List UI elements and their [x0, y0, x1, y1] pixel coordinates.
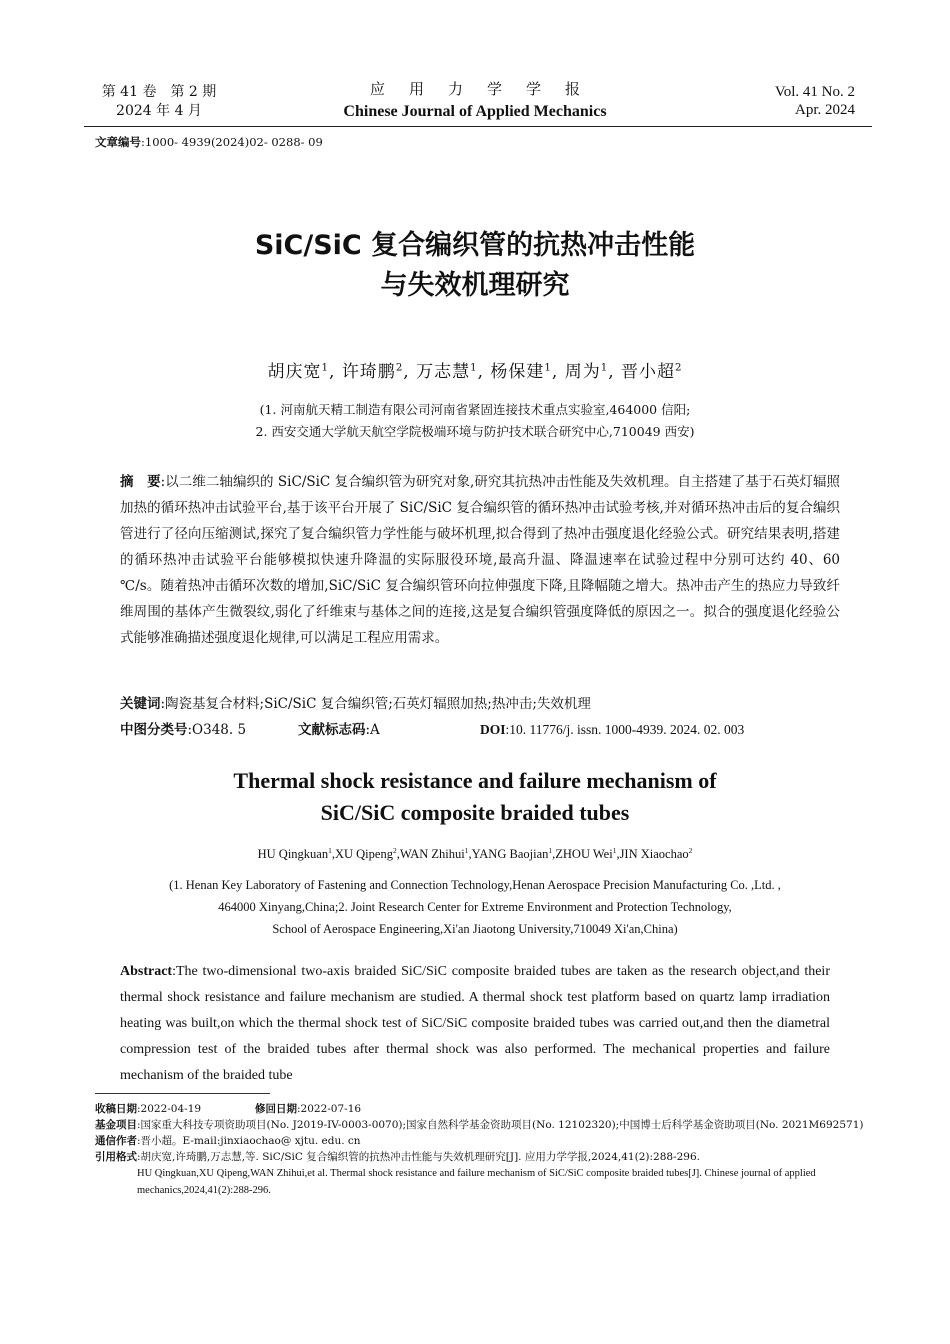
issue-date-cn: 2024 年 4 月	[116, 103, 202, 119]
abstract-cn	[120, 469, 840, 651]
keywords-cn-label: 关键词	[120, 696, 161, 712]
received-label: 收稿日期	[95, 1103, 137, 1115]
author-sep: ,	[477, 362, 484, 382]
cite-value	[137, 1149, 865, 1199]
article-number	[95, 134, 323, 150]
author-sep: ,	[616, 847, 620, 862]
footnote-rule	[95, 1093, 270, 1094]
authors-en	[95, 846, 855, 862]
author-cn-sup: 2	[675, 362, 683, 374]
title-cn	[95, 226, 855, 306]
doi	[480, 719, 744, 741]
authors-cn	[95, 357, 855, 382]
footnote-corr	[95, 1133, 865, 1149]
header-volume	[84, 83, 234, 121]
author-cn-sup: 1	[544, 362, 552, 374]
author-en: YANG Baojian	[471, 847, 549, 862]
author-en-sup: 2	[392, 846, 397, 855]
author-en: JIN Xiaochao	[619, 847, 689, 862]
header-vol-en	[700, 83, 855, 119]
fund-value: :国家重大科技专项资助项目(No. J2019-IV-0003-0070);国家自然科学基金资助项目(No. 12102320);中国博士后科学基金资助项目(No. 2021M692571)	[137, 1119, 864, 1131]
keywords-cn	[120, 693, 840, 715]
classification-line	[120, 719, 840, 741]
author-en-sup: 1	[464, 846, 469, 855]
corr-label: 通信作者	[95, 1135, 137, 1147]
author-sep: ,	[403, 362, 410, 382]
author-cn-sup: 2	[395, 362, 404, 374]
doi-label: DOI	[480, 722, 506, 737]
journal-name-en: Chinese Journal of Applied Mechanics	[343, 103, 607, 120]
abstract-en-text: :The two-dimensional two-axis braided SiC/SiC composite braided tubes are taken as the research object,and their thermal shock resistance and failure mechanism are studied. A thermal shock test platform based on quartz lamp irradiation heating was built,on which the thermal shock test of SiC/SiC composite braided tubes was carried out,and then the diametral compression test of the braided tubes after thermal shock was also performed. The mechanical properties and failure mechanism of the braided tube	[120, 964, 830, 1083]
abstract-en	[120, 959, 830, 1089]
cite-label: 引用格式	[95, 1151, 137, 1163]
abstract-en-label: Abstract	[120, 964, 173, 979]
revised	[255, 1101, 361, 1117]
author-en-sup: 1	[548, 846, 553, 855]
journal-name-cn: 应用力学学报	[369, 80, 604, 98]
author-cn: 万志慧	[416, 362, 471, 382]
author-cn-sup: 1	[321, 362, 329, 374]
cite-cn: :胡庆宽,许琦鹏,万志慧,等. SiC/SiC 复合编织管的抗热冲击性能与失效机理研究[J]. 应用力学学报,2024,41(2):288-296.	[137, 1151, 700, 1163]
doc-code	[298, 719, 480, 741]
footnote-cite	[95, 1149, 865, 1199]
author-cn: 周为	[564, 362, 601, 382]
corr-value: :晋小超。E-mail:jinxiaochao@ xjtu. edu. cn	[137, 1135, 361, 1147]
doc-value: :A	[365, 722, 380, 738]
author-en: ZHOU Wei	[555, 847, 613, 862]
revised-value: :2022-07-16	[297, 1103, 362, 1115]
fund-label: 基金项目	[95, 1119, 137, 1131]
footnotes	[95, 1101, 865, 1199]
article-number-label: 文章编号	[95, 135, 141, 149]
affiliation-cn-line: 2. 西安交通大学航天航空学院极端环境与防护技术联合研究中心,710049 西安)	[255, 424, 695, 439]
author-en-sup: 1	[612, 846, 617, 855]
author-sep: ,	[468, 847, 472, 862]
abstract-cn-label: 摘 要	[120, 474, 161, 490]
received-value: :2022-04-19	[137, 1103, 202, 1115]
issue-date-en: Apr. 2024	[795, 102, 855, 118]
doc-label: 文献标志码	[298, 722, 366, 738]
title-cn-line2: 与失效机理研究	[380, 270, 570, 301]
author-cn: 晋小超	[621, 362, 675, 382]
author-sep: ,	[552, 847, 556, 862]
affiliations-en	[95, 874, 855, 940]
cite-en: HU Qingkuan,XU Qipeng,WAN Zhihui,et al. Thermal shock resistance and failure mechanism of SiC/SiC composite braided tubes[J]. Chinese journal of applied mechanics,2024,41(2):288-296.	[137, 1168, 816, 1196]
author-cn-sup: 1	[600, 362, 609, 374]
header-journal	[300, 79, 650, 122]
author-en-sup: 2	[688, 846, 693, 855]
author-cn: 许琦鹏	[341, 362, 396, 382]
author-sep: ,	[608, 362, 615, 382]
author-cn-sup: 1	[470, 362, 478, 374]
affiliation-en-line: (1. Henan Key Laboratory of Fastening and Connection Technology,Henan Aerospace Precision Manufacturing Co. ,Ltd. ,	[169, 878, 781, 892]
keywords-cn-text: :陶瓷基复合材料;SiC/SiC 复合编织管;石英灯辐照加热;热冲击;失效机理	[160, 696, 591, 712]
author-en: WAN Zhihui	[399, 847, 465, 862]
abstract-cn-text: :以二维二轴编织的 SiC/SiC 复合编织管为研究对象,研究其抗热冲击性能及失效机理。自主搭建了基于石英灯辐照加热的循环热冲击试验平台,基于该平台开展了 SiC/SiC 复合编织管的循环热冲击试验考核,并对循环热冲击后的复合编织管进行了径向压缩测试,探究了复合编织管力学性能与破坏机理,拟合得到了热冲击强度退化经验公式。研究结果表明,搭建的循环热冲击试验平台能够模拟快速升降温的实际服役环境,最高升温、降温速率在试验过程中分别可达约 40、60 ℃/s。随着热冲击循环次数的增加,SiC/SiC 复合编织管环向拉伸强度下降,且降幅随之增大。热冲击产生的热应力导致纤维周围的基体产生微裂纹,弱化了纤维束与基体之间的连接,这是复合编织管强度降低的原因之一。拟合的强度退化经验公式能够准确描述强度退化规律,可以满足工程应用需求。	[120, 474, 841, 646]
received	[95, 1101, 255, 1117]
author-sep: ,	[331, 847, 335, 862]
footnote-dates	[95, 1101, 865, 1117]
author-en: XU Qipeng	[334, 847, 393, 862]
author-sep: ,	[551, 362, 559, 382]
affiliation-en-line: School of Aerospace Engineering,Xi'an Jiaotong University,710049 Xi'an,China)	[272, 922, 678, 936]
footnote-fund	[95, 1117, 865, 1133]
clc-code	[120, 719, 298, 741]
header-rule	[84, 126, 872, 127]
clc-value: :O348. 5	[187, 722, 247, 738]
title-en-line2: SiC/SiC composite braided tubes	[320, 800, 630, 825]
clc-label: 中图分类号	[120, 722, 188, 738]
title-en-line1: Thermal shock resistance and failure mechanism of	[233, 768, 717, 793]
affiliation-cn-line: (1. 河南航天精工制造有限公司河南省紧固连接技术重点实验室,464000 信阳;	[259, 402, 691, 417]
author-cn: 胡庆宽	[267, 362, 322, 382]
volume-issue: 第 41 卷 第 2 期	[101, 84, 217, 100]
affiliation-en-line: 464000 Xinyang,China;2. Joint Research Center for Extreme Environment and Protection Technology,	[218, 900, 732, 914]
author-cn: 杨保建	[490, 362, 545, 382]
doi-value: :10. 11776/j. issn. 1000-4939. 2024. 02. 003	[505, 722, 745, 737]
title-cn-line1: SiC/SiC 复合编织管的抗热冲击性能	[254, 230, 696, 261]
article-number-value: :1000- 4939(2024)02- 0288- 09	[141, 135, 323, 149]
author-sep: ,	[396, 847, 400, 862]
title-en	[95, 765, 855, 829]
author-sep: ,	[329, 362, 336, 382]
author-en-sup: 1	[328, 846, 332, 855]
vol-no-en: Vol. 41 No. 2	[774, 84, 855, 100]
affiliations-cn	[95, 399, 855, 443]
author-en: HU Qingkuan	[257, 847, 329, 862]
revised-label: 修回日期	[255, 1103, 297, 1115]
